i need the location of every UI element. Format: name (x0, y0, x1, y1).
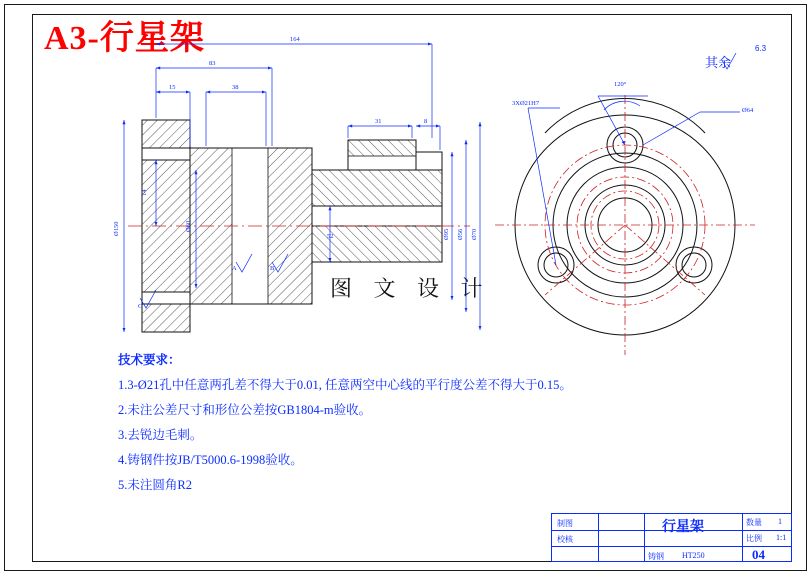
note-item-1: 1.3-Ø21孔中任意两孔差不得大于0.01, 任意两空中心线的平行度公差不得大于0.15。 (118, 378, 572, 392)
svg-text:164: 164 (290, 36, 300, 43)
note-item-3: 3.去锐边毛刺。 (118, 428, 203, 442)
svg-text:Ø64: Ø64 (742, 107, 754, 114)
notes-heading: 技术要求： (118, 353, 181, 367)
center-watermark-text: 图 文 设 计 (330, 276, 491, 301)
tb-material-value: HT250 (682, 551, 705, 560)
other-roughness-value: 6.3 (755, 44, 767, 53)
svg-text:Ø95: Ø95 (443, 228, 450, 240)
tb-material-label: 铸钢 (648, 552, 664, 561)
svg-text:3XØ21H7: 3XØ21H7 (512, 100, 540, 107)
note-item-2: 2.未注公差尺寸和形位公差按GB1804-m验收。 (118, 403, 372, 417)
tb-draw-label: 制图 (557, 519, 573, 528)
svg-text:15: 15 (169, 84, 176, 91)
svg-text:38: 38 (232, 84, 239, 91)
page-title: A3-行星架 (44, 20, 205, 57)
svg-text:52: 52 (327, 233, 334, 240)
svg-text:Ø70: Ø70 (471, 228, 478, 240)
tb-drawing-no: 04 (752, 547, 765, 562)
tb-part-name: 行星架 (662, 520, 704, 535)
svg-text:Ø56: Ø56 (457, 228, 464, 240)
svg-text:C: C (138, 303, 143, 310)
svg-text:B: B (270, 265, 275, 272)
technical-requirements (118, 348, 572, 498)
tb-check-label: 校核 (557, 535, 573, 544)
tb-qty-value: 1 (778, 517, 782, 526)
tb-qty-label: 数量 (746, 518, 762, 527)
tb-scale-label: 比例 (746, 534, 762, 543)
svg-text:8: 8 (424, 118, 428, 125)
title-block (551, 513, 792, 562)
note-item-4: 4.铸钢件按JB/T5000.6-1998验收。 (118, 453, 303, 467)
svg-text:83: 83 (209, 60, 216, 67)
note-item-5: 5.未注圆角R2 (118, 478, 192, 492)
svg-text:Ø150: Ø150 (113, 221, 120, 236)
svg-text:A: A (232, 265, 237, 272)
svg-text:120°: 120° (614, 81, 627, 88)
tb-scale-value: 1:1 (776, 533, 787, 542)
other-roughness-label: 其余 (705, 55, 732, 70)
svg-text:31: 31 (375, 118, 382, 125)
svg-text:Ø60: Ø60 (185, 220, 192, 232)
svg-text:14: 14 (141, 189, 148, 196)
